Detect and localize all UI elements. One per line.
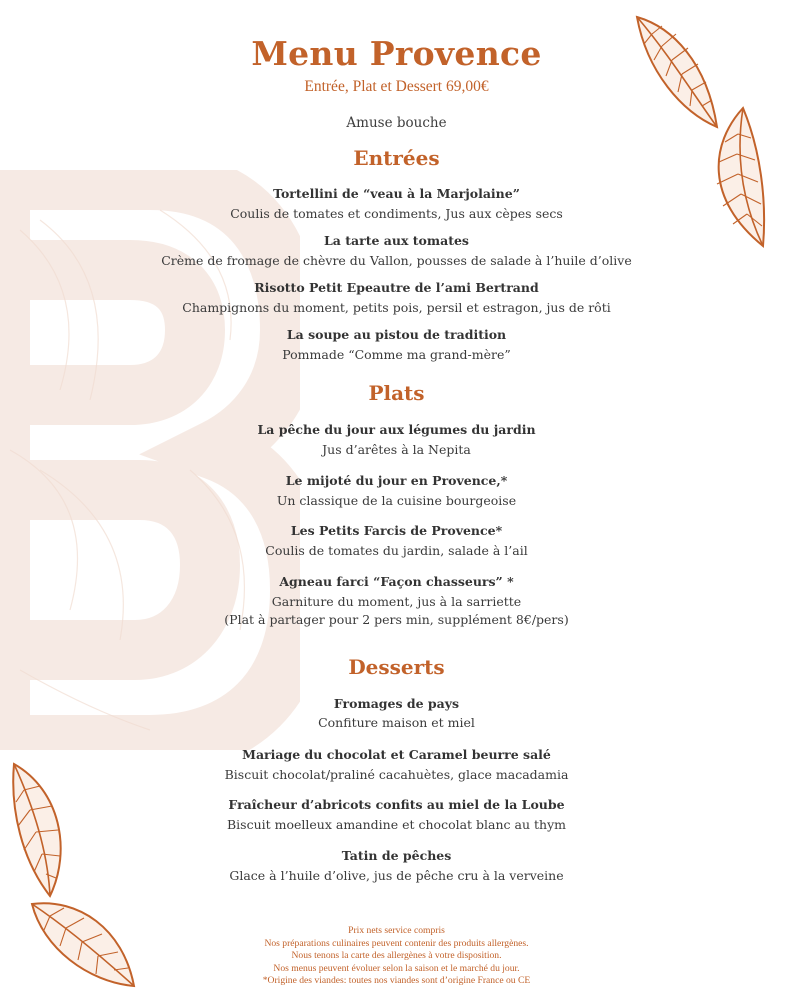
- dish-name: Fromages de pays: [333, 696, 460, 711]
- dish-description: Garniture du moment, jus à la sarriette: [271, 594, 522, 609]
- dish-name: La pêche du jour aux légumes du jardin: [257, 422, 536, 437]
- footer-note: [0, 925, 793, 988]
- dish-name: Le mijoté du jour en Provence,*: [285, 473, 508, 488]
- section-heading-desserts: Desserts: [348, 655, 445, 679]
- footer-line: *Origine des viandes: toutes nos viandes sont d’origine France ou CE: [262, 975, 531, 987]
- footer-line: Nos menus peuvent évoluer selon la saison et le marché du jour.: [273, 962, 520, 974]
- dish-description: Biscuit moelleux amandine et chocolat blanc au thym: [226, 817, 566, 832]
- dish-note: (Plat à partager pour 2 pers min, supplément 8€/pers): [224, 612, 569, 627]
- dish-name: Mariage du chocolat et Caramel beurre salé: [242, 747, 551, 762]
- dish-description: Crème de fromage de chèvre du Vallon, pousses de salade à l’huile d’olive: [161, 253, 632, 268]
- dish-name: Tatin de pêches: [341, 848, 452, 863]
- dish-name: Fraîcheur d’abricots confits au miel de la Loube: [228, 797, 565, 812]
- dish-name: Tortellini de “veau à la Marjolaine”: [273, 186, 520, 201]
- footer-line: Nous tenons la carte des allergènes à votre disposition.: [291, 950, 502, 962]
- footer-line: Nos préparations culinaires peuvent contenir des produits allergènes.: [264, 937, 529, 949]
- dish-name: La tarte aux tomates: [324, 233, 469, 248]
- dish-description: Un classique de la cuisine bourgeoise: [276, 493, 517, 508]
- menu-title: Menu Provence: [251, 34, 542, 73]
- dish-name: Les Petits Farcis de Provence*: [290, 523, 503, 538]
- dish-description: Confiture maison et miel: [318, 715, 475, 730]
- dish-description: Pommade “Comme ma grand-mère”: [282, 347, 511, 362]
- dish-name: Agneau farci “Façon chasseurs” *: [279, 574, 514, 589]
- dish-description: Champignons du moment, petits pois, persil et estragon, jus de rôti: [182, 300, 611, 315]
- section-heading-entrees: Entrées: [353, 146, 440, 170]
- dish-description: Coulis de tomates et condiments, Jus aux cèpes secs: [230, 206, 563, 221]
- menu-price-subtitle: Entrée, Plat et Dessert 69,00€: [304, 78, 489, 95]
- dish-description: Jus d’arêtes à la Nepita: [322, 442, 471, 457]
- dish-name: La soupe au pistou de tradition: [286, 327, 507, 342]
- dish-description: Coulis de tomates du jardin, salade à l’ail: [265, 543, 528, 558]
- section-heading-plats: Plats: [368, 381, 425, 405]
- dish-name: Risotto Petit Epeautre de l’ami Bertrand: [254, 280, 539, 295]
- dish-description: Glace à l’huile d’olive, jus de pêche cru à la verveine: [229, 868, 564, 883]
- footer-line: Prix nets service compris: [348, 925, 445, 936]
- amuse-bouche: Amuse bouche: [346, 115, 447, 131]
- dish-description: Biscuit chocolat/praliné cacahuètes, glace macadamia: [224, 767, 569, 782]
